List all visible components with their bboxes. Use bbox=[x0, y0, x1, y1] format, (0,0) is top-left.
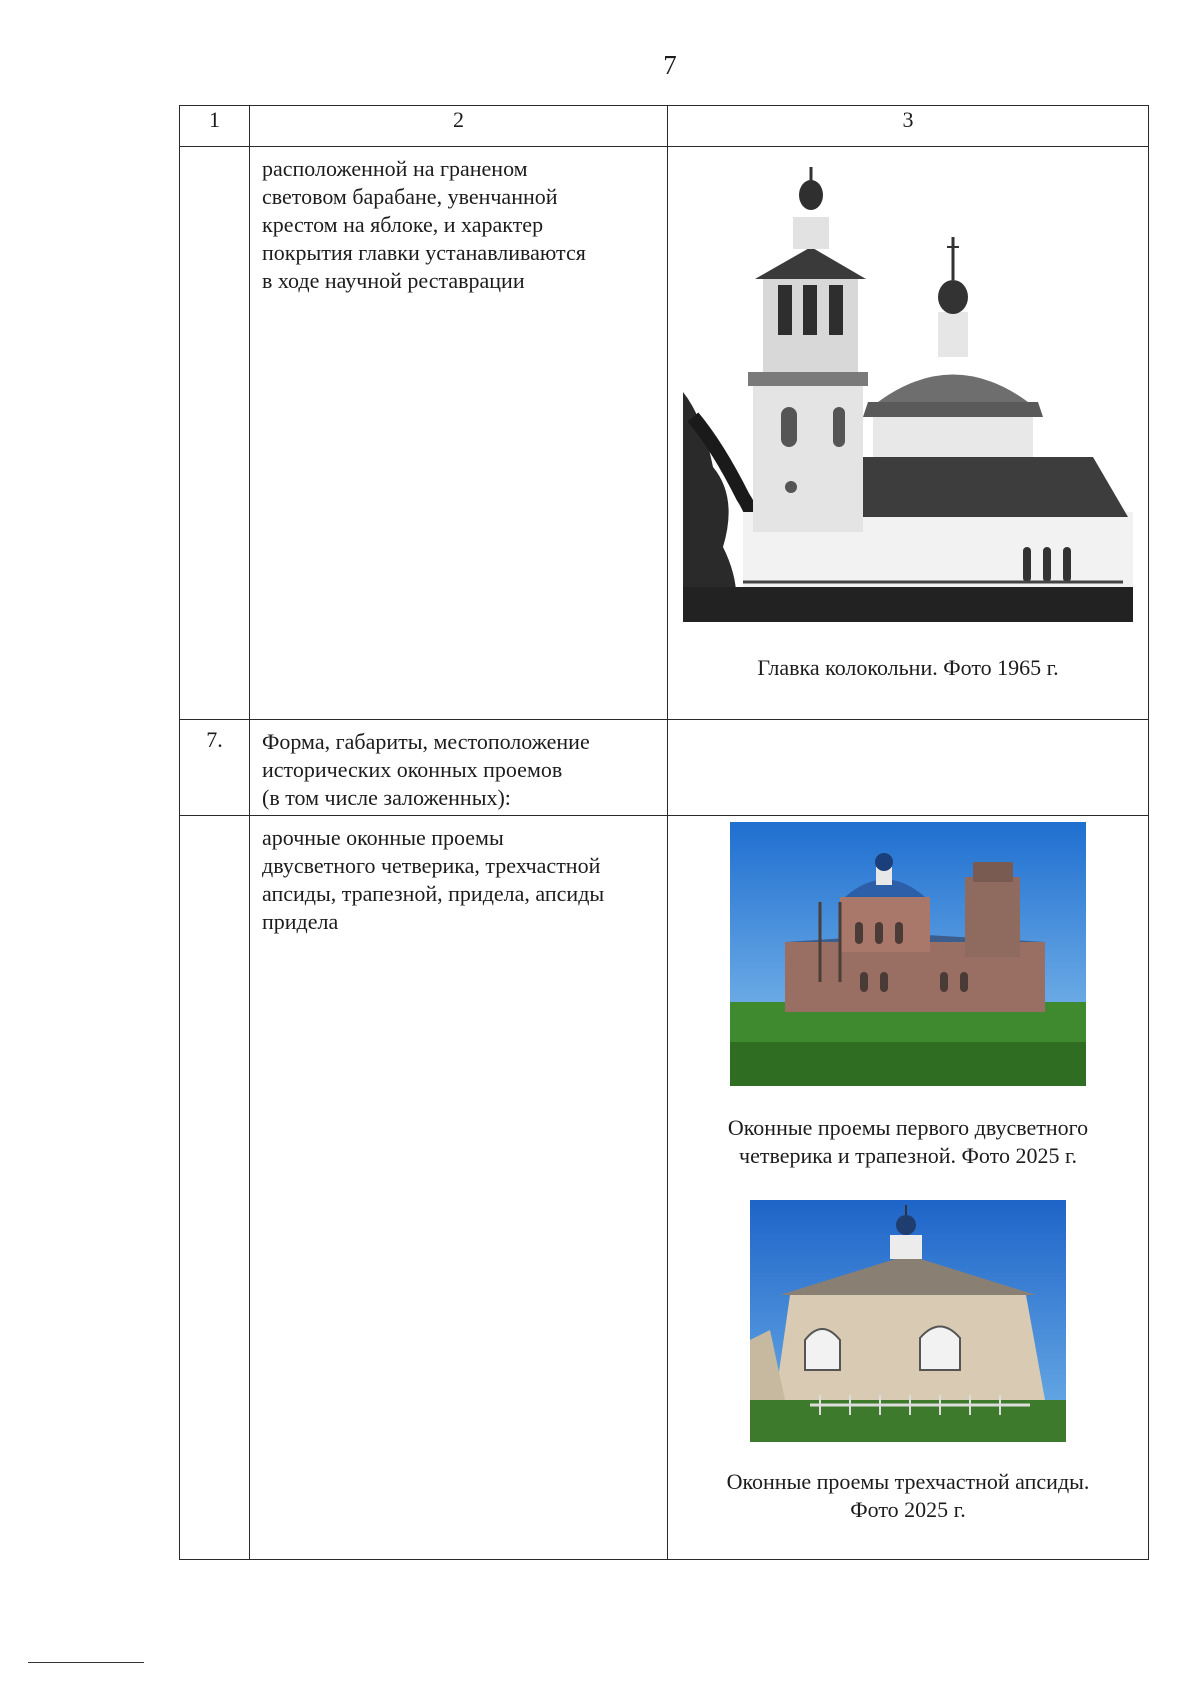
row-number-cell bbox=[180, 147, 250, 720]
photo-caption: Главка колокольни. Фото 1965 г. bbox=[757, 655, 1059, 680]
column-header-3: 3 bbox=[668, 106, 1149, 147]
photo-cell bbox=[668, 816, 1149, 1560]
page-number: 7 bbox=[663, 50, 677, 80]
table-row bbox=[180, 816, 1149, 1560]
monument-table bbox=[179, 105, 1149, 1560]
column-header-2: 2 bbox=[250, 106, 668, 147]
continued-text: расположенной на граненом световом барабане, увенчанной крестом на яблоке, и характер покрытия главки устанавливаются в ходе научной реставрации bbox=[250, 147, 668, 720]
footnote-separator bbox=[28, 1662, 144, 1663]
row-number-cell bbox=[180, 816, 250, 1560]
table-row bbox=[180, 147, 1149, 720]
item-description: арочные оконные проемы двусветного четверика, трехчастной апсиды, трапезной, придела, апсиды придела bbox=[250, 816, 668, 1560]
photo-caption: Оконные проемы трехчастной апсиды. Фото 2025 г. bbox=[726, 1469, 1090, 1522]
empty-cell bbox=[668, 720, 1149, 816]
column-header-1: 1 bbox=[180, 106, 250, 147]
photo-caption: Оконные проемы первого двусветного четверика и трапезной. Фото 2025 г. bbox=[727, 1115, 1089, 1168]
photo-cell bbox=[668, 147, 1149, 720]
church-photo-2025-exterior bbox=[730, 822, 1086, 1086]
row-number: 7. bbox=[180, 720, 250, 816]
church-photo-2025-apse bbox=[750, 1200, 1066, 1442]
item-title: Форма, габариты, местоположение исторических оконных проемов (в том числе заложенных): bbox=[250, 720, 668, 816]
table-row bbox=[180, 720, 1149, 816]
church-photo-1965 bbox=[683, 167, 1133, 622]
table-header-row bbox=[180, 106, 1149, 147]
